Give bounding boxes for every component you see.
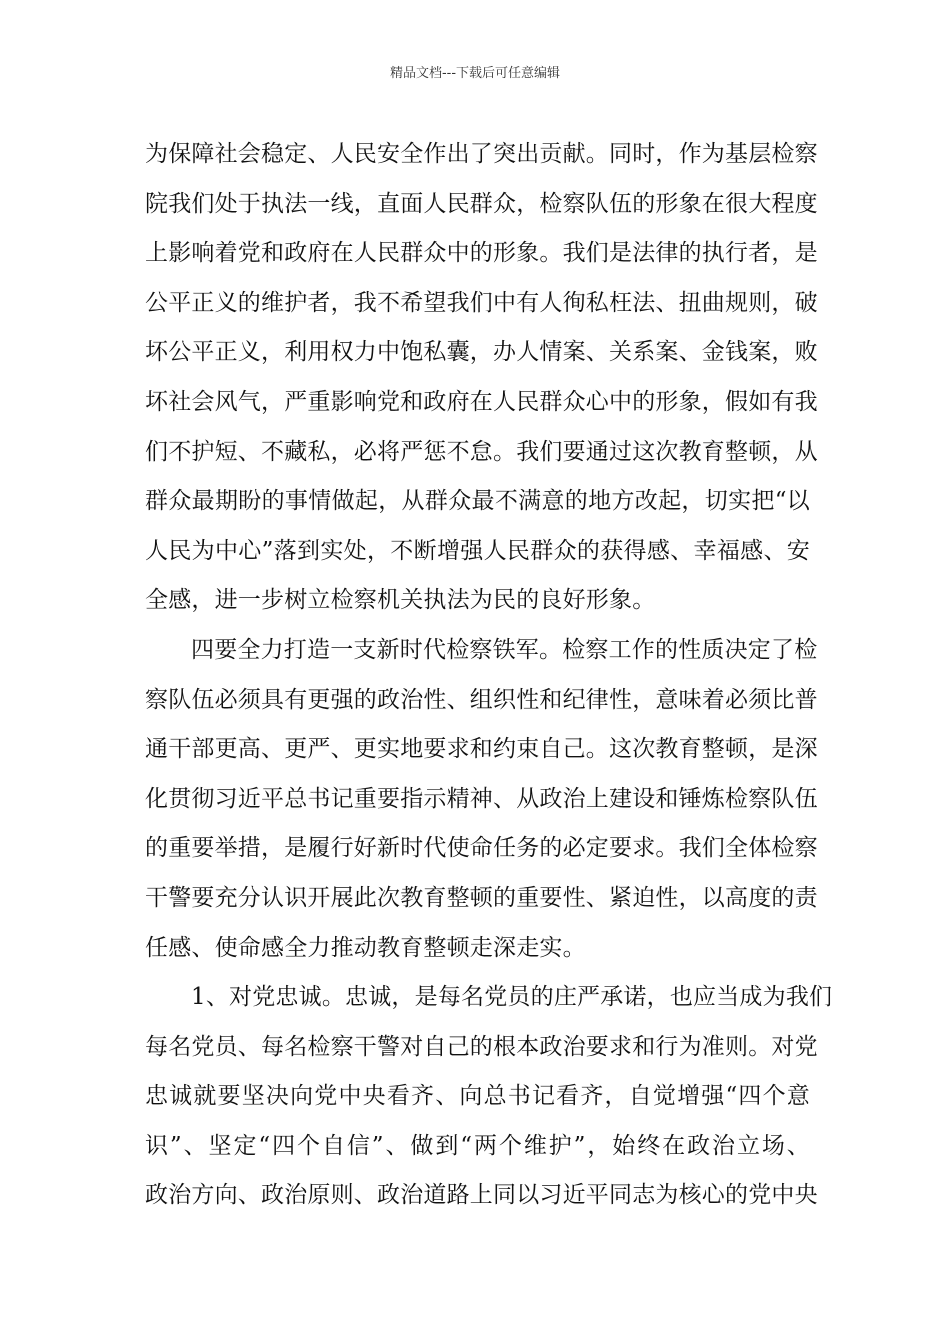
text-line: 化贯彻习近平总书记重要指示精神、从政治上建设和锤炼检察队伍 [145,785,818,812]
text-line: 坏公平正义，利用权力中饱私囊，办人情案、关系案、金钱案，败 [145,339,818,366]
text-line: 公平正义的维护者，我不希望我们中有人徇私枉法、扭曲规则，破 [145,289,818,316]
paragraph-end-line: 全感，进一步树立检察机关执法为民的良好形象。 [145,587,656,614]
text-line: 坏社会风气，严重影响党和政府在人民群众心中的形象，假如有我 [145,388,818,415]
text-line: 人民为中心”落到实处，不断增强人民群众的获得感、幸福感、安 [145,537,810,564]
text-line: 察队伍必须具有更强的政治性、组织性和纪律性，意味着必须比普 [145,686,818,713]
text-line: 识”、坚定“四个自信”、做到“两个维护”，始终在政治立场、 [145,1132,810,1159]
text-line: 院我们处于执法一线，直面人民群众，检察队伍的形象在很大程度 [145,190,818,217]
text-line: 们不护短、不藏私，必将严惩不怠。我们要通过这次教育整顿，从 [145,438,818,465]
text-line: 忠诚就要坚决向党中央看齐、向总书记看齐，自觉增强“四个意 [145,1083,810,1110]
document-body [145,130,833,1221]
text-line: 为保障社会稳定、人民安全作出了突出贡献。同时，作为基层检察 [145,141,818,167]
text-line: 通干部更高、更严、更实地要求和约束自己。这次教育整顿，是深 [145,736,818,763]
paragraph-start-line: 1、对党忠诚。忠诚，是每名党员的庄严承诺，也应当成为我们 [191,984,833,1011]
text-line: 群众最期盼的事情做起，从群众最不满意的地方改起，切实把“以 [145,488,810,515]
paragraph-start-line: 四要全力打造一支新时代检察铁军。检察工作的性质决定了检 [191,636,818,663]
text-line: 每名党员、每名检察干警对自己的根本政治要求和行为准则。对党 [145,1033,818,1060]
text-line: 的重要举措，是履行好新时代使命任务的必定要求。我们全体检察 [145,835,818,862]
page-header: 精品文档---下载后可任意编辑 [389,66,561,81]
text-line: 上影响着党和政府在人民群众中的形象。我们是法律的执行者，是 [145,240,818,267]
text-line: 政治方向、政治原则、政治道路上同以习近平同志为核心的党中央 [145,1182,818,1209]
paragraph-end-line: 任感、使命感全力推动教育整顿走深走实。 [145,934,586,961]
text-line: 干警要充分认识开展此次教育整顿的重要性、紧迫性，以高度的责 [145,884,818,911]
